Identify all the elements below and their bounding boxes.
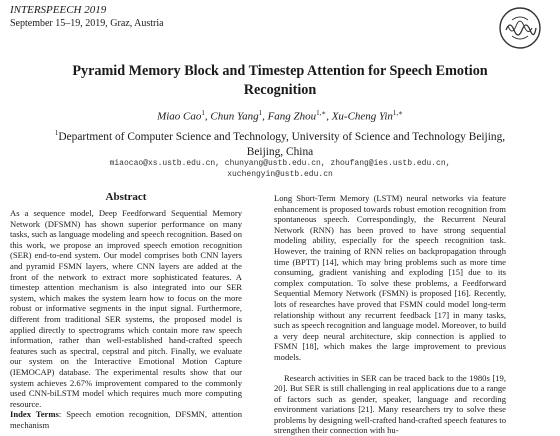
author-name: Miao Cao: [157, 111, 201, 123]
author-name: Xu-Cheng Yin: [332, 111, 393, 123]
left-column: [10, 190, 242, 430]
author-mark: 1,∗: [393, 109, 403, 117]
index-terms-label: Index Terms: [10, 409, 59, 419]
paper-title-line2: Recognition: [40, 81, 520, 100]
affiliation-line2: Beijing, China: [40, 145, 520, 160]
conference-name: INTERSPEECH 2019: [10, 4, 164, 17]
emails-line2: xuchengyin@ustb.edu.cn: [40, 169, 520, 180]
emails-line1: miaocao@xs.ustb.edu.cn, chunyang@ustb.edu.cn, zhoufang@ies.ustb.edu.cn,: [40, 158, 520, 169]
affiliation: [40, 126, 520, 160]
author-name: Fang Zhou: [268, 111, 317, 123]
intro-paragraph-2: Research activities in SER can be traced back to the 1980s [19, 20]. But SER is still challenging in real applications due to a range of factors such as gender, speaker, language and recording environment variations [21]. Many researchers try to solve these problems by designing well-crafted hand-crafted speech features to strengthen their connection with hu-: [274, 373, 506, 436]
affiliation-mark: 1: [55, 129, 59, 137]
conference-dates: September 15–19, 2019, Graz, Austria: [10, 17, 164, 30]
paper-title: [40, 62, 520, 100]
paper-title-line1: Pyramid Memory Block and Timestep Attention for Speech Emotion: [40, 62, 520, 81]
author-list: Miao Cao$^1$, Chun Yang$^1$, Fang Zhou$^{1,∗}$, Xu-Cheng Yin$^{1,∗}$: [40, 106, 520, 124]
right-column: [274, 193, 506, 436]
author-mark: 1,∗: [316, 109, 326, 117]
abstract-heading: Abstract: [10, 190, 242, 204]
abstract-body: As a sequence model, Deep Feedforward Sequential Memory Network (DFSMN) has shown superior performance on many tasks, such as language modeling and speech recognition. Based on this work, we propose an improved speech emotion recognition (SER) end-to-end system. Our model comprises both CNN layers and pyramid FSMN layers, where CNN layers are added at the front of the network to extract more sophisticated features. A timestep attention mechanism is also integrated into our SER system, which makes the system learn how to focus on the more robust or informative segments in the input signal. Furthermore, different from traditional SER systems, the proposed model is applied directly to spectrograms which contain more raw speech information, rather than well-established hand-crafted speech features such as spectral, cepstral and pitch. Finally, we evaluate our system on the Interactive Emotional Motion Capture (IEMOCAP) database. The experimental results show that our system achieves 2.67% improvement compared to the commonly used CNN-biLSTM model which requires much more computing resource.: [10, 208, 242, 409]
intro-paragraph-1: Long Short-Term Memory (LSTM) neural networks via feature enhancement is proposed towards robust emotion recognition from spontaneous speech. Correspondingly, the Recurrent Neural Network (RNN) has been proved to have strong sequential modeling ability, especially for the speech recognition task. However, the training of RNN relies on backpropagation through time (BPTT) [14], which may bring problems such as more time consuming, gradient vanishing and exploding [15] due to its complex computation. To solve these problems, a Feedforward Sequential Memory Network (FSMN) is proposed [16]. Recently, lots of researches have proved that FSMN could model long-term relationship without any recurrent feedback [17] in many tasks, such as speech recognition and language model. Moreover, to build a very deep neural architecture, skip connection is applied to FSMN [18], which makes the large improvement to previous models.: [274, 193, 506, 363]
author-emails: [40, 158, 520, 180]
index-terms-text: : Speech emotion recognition, DFSMN, attention mechanism: [10, 409, 242, 430]
author-mark: 1: [201, 109, 205, 117]
affiliation-line1: Department of Computer Science and Technology, University of Science and Technology Beijing,: [58, 131, 505, 143]
index-terms: [10, 409, 242, 430]
author-mark: 1: [259, 109, 263, 117]
conference-logo-icon: [498, 6, 542, 50]
author-name: Chun Yang: [210, 111, 258, 123]
conference-header: [10, 4, 164, 30]
